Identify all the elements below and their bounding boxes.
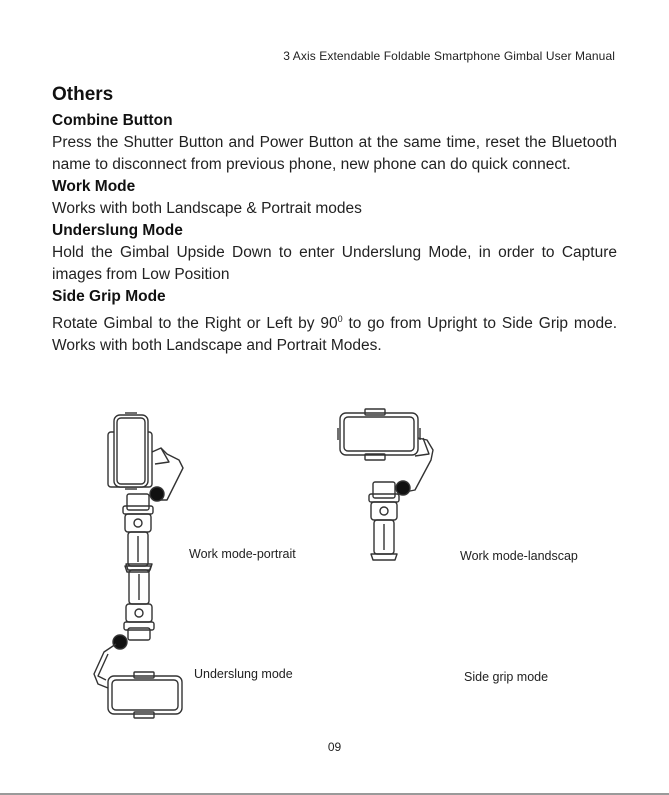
gimbal-underslung-illustration: [86, 562, 196, 720]
combine-button-text: Press the Shutter Button and Power Button at the same time, reset the Bluetooth name to disconnect from previous phone, new phone can do quick connect.: [52, 134, 617, 173]
underslung-mode-heading: Underslung Mode: [52, 222, 183, 239]
underslung-caption: Underslung mode: [194, 667, 293, 681]
side-grip-text-before: Rotate Gimbal to the Right or Left by 90: [52, 315, 338, 332]
portrait-caption: Work mode-portrait: [189, 547, 296, 561]
combine-button-heading: Combine Button: [52, 112, 173, 129]
side-grip-mode-heading: Side Grip Mode: [52, 288, 166, 305]
running-header: 3 Axis Extendable Foldable Smartphone Gimbal User Manual: [283, 49, 615, 63]
main-content: [52, 82, 617, 357]
work-mode-heading: Work Mode: [52, 178, 136, 195]
gimbal-landscape-illustration: [335, 408, 445, 568]
gimbal-portrait-illustration: [95, 408, 195, 578]
work-mode-text: Works with both Landscape & Portrait modes: [52, 200, 362, 217]
underslung-mode-text: Hold the Gimbal Upside Down to enter Underslung Mode, in order to Capture images from Low Position: [52, 244, 617, 283]
side-grip-mode-text: [52, 308, 617, 357]
degree-superscript: 0: [337, 314, 343, 324]
section-title: Others: [52, 84, 114, 105]
page-number: 09: [327, 740, 342, 754]
landscape-caption: Work mode-landscap: [460, 549, 578, 563]
side-grip-text-after: to go from Upright to Side Grip mode. Works with both Landscape and Portrait Modes.: [52, 315, 617, 354]
side-grip-caption: Side grip mode: [464, 670, 549, 684]
